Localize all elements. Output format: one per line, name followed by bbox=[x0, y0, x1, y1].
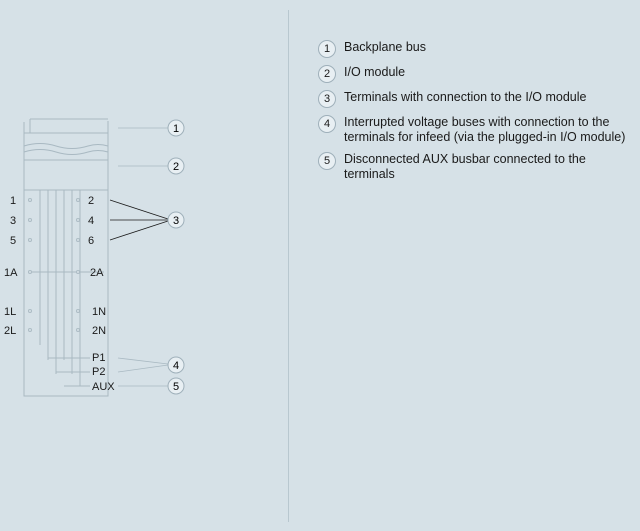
callout-4 bbox=[168, 357, 184, 373]
svg-text:3: 3 bbox=[172, 215, 180, 227]
legend-number: 3 bbox=[318, 90, 336, 108]
callout-1 bbox=[168, 120, 184, 136]
svg-text:1: 1 bbox=[172, 123, 180, 135]
legend-text: Disconnected AUX busbar connected to the terminals bbox=[344, 152, 586, 181]
terminal-label-right-6: 6 bbox=[88, 235, 95, 247]
terminal-label-left-5: 5 bbox=[10, 235, 17, 247]
terminal-label-left-3: 3 bbox=[10, 215, 17, 227]
legend-item bbox=[318, 152, 638, 182]
terminal-label-left-1: 1 bbox=[10, 195, 17, 207]
callout-3 bbox=[168, 212, 184, 228]
svg-text:4: 4 bbox=[172, 360, 180, 372]
terminal-label-right-1n: 1N bbox=[92, 306, 107, 318]
leader-lines bbox=[110, 128, 168, 386]
terminal-label-left-2l: 2L bbox=[4, 325, 17, 337]
legend-number: 2 bbox=[318, 65, 336, 83]
legend-text: Interrupted voltage buses with connection to the terminals for infeed (via the plugged-in I/O module) bbox=[344, 115, 626, 144]
legend-number: 5 bbox=[318, 152, 336, 170]
bus-label-p1: P1 bbox=[92, 352, 106, 364]
callout-2 bbox=[168, 158, 184, 174]
legend-item bbox=[318, 115, 638, 145]
terminal-label-right-2n: 2N bbox=[92, 325, 107, 337]
terminal-label-left-1l: 1L bbox=[4, 306, 17, 318]
bus-label-p2: P2 bbox=[92, 366, 106, 378]
legend-item bbox=[318, 65, 638, 83]
svg-text:2: 2 bbox=[172, 161, 180, 173]
terminal-label-right-2a: 2A bbox=[90, 267, 104, 279]
legend-number: 1 bbox=[318, 40, 336, 58]
legend-item bbox=[318, 90, 638, 108]
legend-number: 4 bbox=[318, 115, 336, 133]
legend-item bbox=[318, 40, 638, 58]
legend-text: Backplane bus bbox=[344, 40, 427, 54]
callout-5 bbox=[168, 378, 184, 394]
backplane-bus bbox=[24, 133, 108, 160]
legend-text: Terminals with connection to the I/O module bbox=[344, 90, 587, 104]
svg-text:5: 5 bbox=[172, 381, 180, 393]
terminal-diagram bbox=[0, 0, 288, 531]
terminal-label-left-1a: 1A bbox=[4, 267, 18, 279]
terminal-label-right-2: 2 bbox=[88, 195, 95, 207]
divider bbox=[288, 10, 289, 522]
legend-text: I/O module bbox=[344, 65, 406, 79]
bus-label-aux: AUX bbox=[92, 381, 115, 393]
terminal-label-right-4: 4 bbox=[88, 215, 95, 227]
legend bbox=[318, 40, 638, 189]
